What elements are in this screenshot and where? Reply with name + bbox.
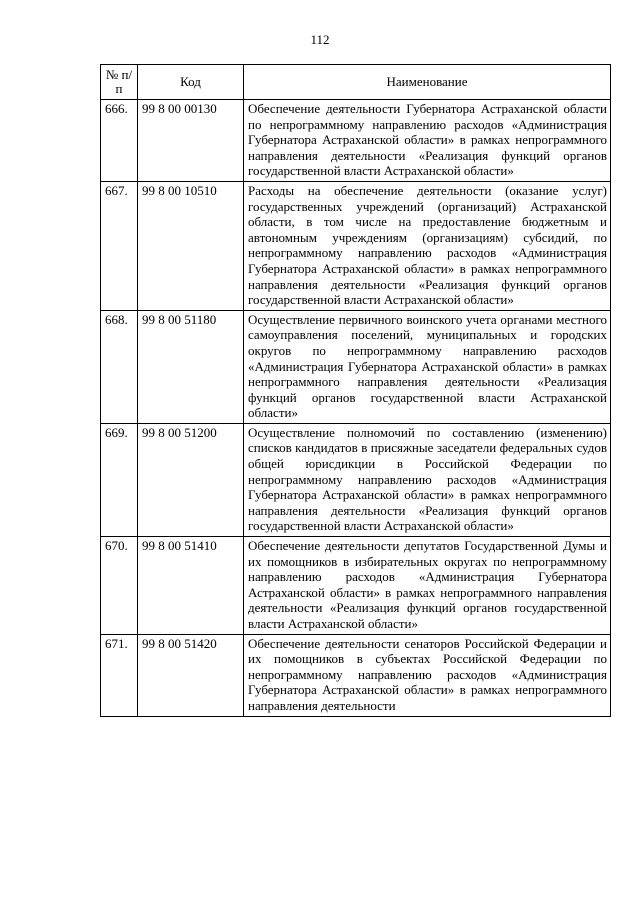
row-number: 670. [101, 537, 138, 635]
row-number: 671. [101, 634, 138, 716]
row-number: 669. [101, 423, 138, 536]
table-row [101, 537, 611, 635]
row-name: Обеспечение деятельности сенаторов Российской Федерации и их помощников в субъектах Российской Федерации по непрограммному направлению расходов «Администрация Губернатора Астраханской области» в рамках непрограммного направления деятельности [244, 634, 611, 716]
row-number: 667. [101, 181, 138, 310]
table-header-row [101, 65, 611, 100]
row-code: 99 8 00 51420 [138, 634, 244, 716]
header-name: Наименование [244, 65, 611, 100]
row-number: 668. [101, 310, 138, 423]
row-number: 666. [101, 100, 138, 182]
row-code: 99 8 00 51200 [138, 423, 244, 536]
table-row [101, 634, 611, 716]
row-code: 99 8 00 10510 [138, 181, 244, 310]
row-code: 99 8 00 51180 [138, 310, 244, 423]
row-name: Осуществление полномочий по составлению (изменению) списков кандидатов в присяжные заседатели федеральных судов общей юрисдикции в Российской Федерации по непрограммному направлению расходов «Администрация Губернатора Астраханской области» в рамках непрограммного направления деятельности «Реализация функций органов государственной власти Астраханской области» [244, 423, 611, 536]
budget-classification-table [100, 64, 611, 717]
table-row [101, 181, 611, 310]
row-code: 99 8 00 51410 [138, 537, 244, 635]
table-row [101, 423, 611, 536]
header-code: Код [138, 65, 244, 100]
row-name: Осуществление первичного воинского учета органами местного самоуправления поселений, муниципальных и городских округов по непрограммному направлению расходов «Администрация Губернатора Астраханской области» в рамках непрограммного направления деятельности «Реализация функций органов государственной власти Астраханской области» [244, 310, 611, 423]
row-name: Расходы на обеспечение деятельности (оказание услуг) государственных учреждений (организаций) Астраханской области, в том числе на предоставление бюджетным и автономным учреждениям (организациям) субсидий, по непрограммному направлению расходов «Администрация Губернатора Астраханской области» в рамках непрограммного направления деятельности «Реализация функций органов государственной власти Астраханской области» [244, 181, 611, 310]
header-num: № п/п [101, 65, 138, 100]
table-row [101, 100, 611, 182]
row-name: Обеспечение деятельности Губернатора Астраханской области по непрограммному направлению расходов «Администрация Губернатора Астраханской области» в рамках непрограммного направления деятельности «Реализация функций органов государственной власти Астраханской области» [244, 100, 611, 182]
row-code: 99 8 00 00130 [138, 100, 244, 182]
page-number: 112 [310, 32, 330, 47]
row-name: Обеспечение деятельности депутатов Государственной Думы и их помощников в избирательных округах по непрограммному направлению расходов «Администрация Губернатора Астраханской области» в рамках непрограммного направления деятельности «Реализация функций органов государственной власти Астраханской области» [244, 537, 611, 635]
table-row [101, 310, 611, 423]
